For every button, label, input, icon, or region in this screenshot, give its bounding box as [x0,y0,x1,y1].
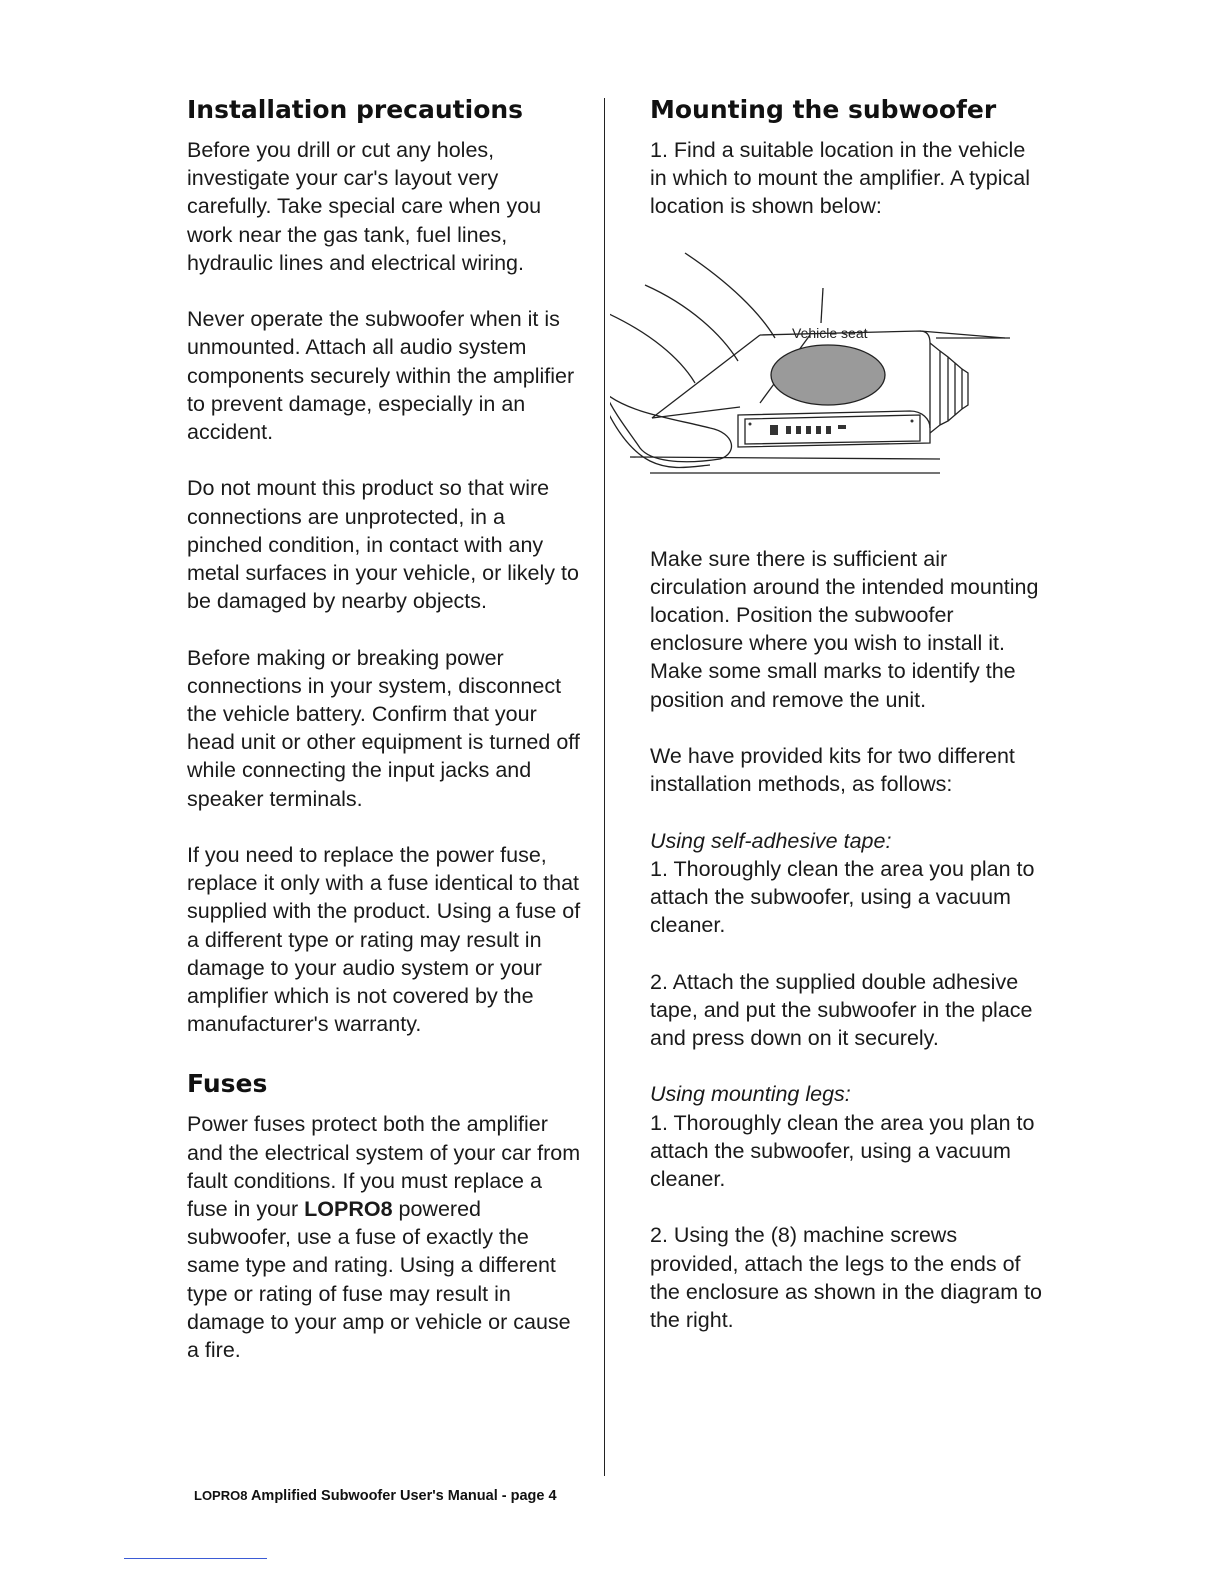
vehicle-seat-diagram [610,243,1045,493]
fin-2 [940,351,948,425]
precaution-paragraph-5: If you need to replace the power fuse, replace it only with a fuse identical to that supplied with the product. Using a fuse of a different type or rating may result in damage to your audio system or your amplifier which is not covered by the manufacturer's warranty. [187,843,581,1037]
installation-precautions-heading: Installation precautions [187,95,524,124]
precaution-paragraph-2: Never operate the subwoofer when it is unmounted. Attach all audio system components securely within the amplifier to prevent damage, especially in an accident. [187,307,575,445]
page-footer [194,1488,557,1504]
label-leader-top [821,288,823,323]
speaker-cone-ellipse [771,345,885,405]
mounting-step-1: 1. Find a suitable location in the vehicle in which to mount the amplifier. A typical location is shown below: [650,138,1031,219]
precaution-paragraph-1: Before you drill or cut any holes, investigate your car's layout very carefully. Take special care when you work near the gas tank, fuel lines, hydraulic lines and electrical wiring. [187,138,542,275]
subwoofer-location-figure [610,243,1045,493]
mounting-paragraph-3: We have provided kits for two different installation methods, as follows: [650,744,1015,797]
fin-1 [930,343,940,433]
fin-5 [962,369,968,409]
precaution-paragraph-3: Do not mount this product so that wire connections are unprotected, in a pinched condition, in contact with any metal surfaces in your vehicle, or likely to be damaged by nearby objects. [187,476,579,614]
vehicle-seat-label: Vehicle seat [792,324,868,341]
footer-brand: LOPRO8 [194,1488,248,1503]
fuses-heading: Fuses [187,1069,268,1099]
column-divider [604,98,605,1476]
fin-4 [955,363,962,415]
enclosure-left-edge [652,335,760,418]
mounting-paragraph-2: Make sure there is sufficient air circulation around the intended mounting location. Position the subwoofer enclosure where you wish to install it. Make some small marks to identify the position and remove the unit. [650,546,1039,712]
footer-text: Amplified Subwoofer User's Manual - page 4 [247,1488,557,1504]
fuses-text-a: Power fuses protect both the amplifier and the electrical system of your car from fault conditions. If you must replace a fuse in your [187,1112,581,1222]
mounting-heading: Mounting the subwoofer [650,95,997,124]
legs-method-subheading: Using mounting legs: [650,1082,851,1107]
enclosure-right-top [920,331,1005,338]
seat-back-curve-2 [645,285,738,361]
precaution-paragraph-4: Before making or breaking power connections in your system, disconnect the vehicle battery. Confirm that your head unit or other equipment is turned off while connecting the input jacks and speaker terminals. [187,645,580,811]
tape-step-2: 2. Attach the supplied double adhesive tape, and put the subwoofer in the place and press down on it securely. [650,969,1033,1051]
tape-step-1: 1. Thoroughly clean the area you plan to attach the subwoofer, using a vacuum cleaner. [650,856,1035,938]
seat-back-curve-3 [610,313,695,383]
control-knobs [749,419,914,435]
legs-step-1: 1. Thoroughly clean the area you plan to attach the subwoofer, using a vacuum cleaner. [650,1110,1035,1192]
floor-line-1 [630,457,940,459]
fuses-paragraph [187,1110,582,1364]
right-column [650,92,1045,1334]
fin-3 [948,357,955,421]
left-column [187,92,582,1364]
tape-method-subheading: Using self-adhesive tape: [650,828,892,853]
seat-back-curve-1 [685,253,775,338]
bottom-rule [124,1558,267,1559]
legs-step-2: 2. Using the (8) machine screws provided, attach the legs to the ends of the enclosure as shown in the diagram to the right. [650,1223,1043,1333]
fuses-brand: LOPRO8 [304,1197,393,1222]
fuses-text-b: powered subwoofer, use a fuse of exactly the same type and rating. Using a different type or rating of fuse may result in damage to your amp or vehicle or cause a fire. [187,1197,571,1363]
